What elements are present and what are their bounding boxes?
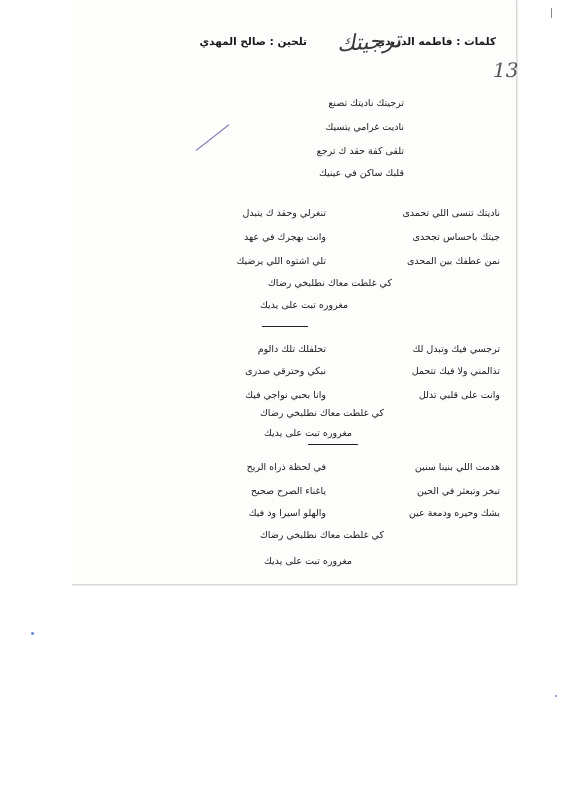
stanza1-line: ناديت غرامي يتسيك: [325, 122, 404, 133]
stanza3-right-line: ترجسي فيك وتبدل لك: [412, 344, 500, 355]
lyrics-sheet: [72, 0, 517, 585]
stanza2-right-line: جيتك باحساس تجحدى: [412, 232, 500, 243]
stanza1-line: قلبك ساكن في عينيك: [319, 168, 404, 179]
ink-speck: [31, 632, 34, 635]
stanza4-refrain: كي غلطت معاك نطلبخي رضاك: [259, 530, 384, 541]
scan-mark: [551, 8, 552, 18]
stanza1-line: ترجيتك ناديتك تصنع: [328, 98, 404, 109]
song-title: ترجيتك: [336, 27, 402, 58]
stanza4-left-line: في لحظة ذراه الريح: [246, 462, 326, 473]
section-divider: [308, 444, 358, 445]
stanza2-refrain: كي غلطت معاك نطلبخي رضاك: [267, 278, 392, 289]
pen-stroke: [196, 124, 230, 151]
stanza2-refrain: مغروره تبت على يديك: [260, 300, 348, 311]
stanza2-left-line: تنغرلي وحقد ك يتبدل: [242, 208, 326, 219]
stanza2-left-line: تلي اشتوه اللي يرضيك: [236, 256, 326, 267]
stanza3-refrain: كي غلطت معاك نطلبخي رضاك: [259, 408, 384, 419]
ink-speck: [555, 695, 557, 697]
section-divider: [262, 326, 308, 327]
stanza3-right-line: وانت على قلبي تدلل: [418, 390, 500, 401]
stanza1-line: تلقى كفة حقد ك ترجع: [316, 146, 404, 157]
stanza3-left-line: وانا بحبي نواجي فيك: [245, 390, 326, 401]
stanza3-left-line: تحلفلك تلك دالوم: [257, 344, 326, 355]
stanza4-left-line: والهلو اسيرا ود فيك: [248, 508, 326, 519]
page-number: 13: [493, 58, 519, 82]
stanza3-refrain: مغروره تبت على يديك: [264, 428, 352, 439]
stanza4-right-line: بشك وحيره ودمعة عين: [408, 508, 500, 519]
stanza2-right-line: ناديتك تنسى اللي تحمدى: [402, 208, 500, 219]
stanza2-left-line: وانت بهجرك في عهد: [244, 232, 326, 243]
stanza4-right-line: تبخر وتبعثر في الحين: [417, 486, 500, 497]
stanza4-right-line: هدمت اللي بنينا سنين: [414, 462, 500, 473]
composer-credit: تلحين : صالح المهدي: [199, 36, 307, 48]
stanza2-right-line: نمن عطفك بين المحدى: [406, 256, 500, 267]
lyricist-credit: كلمات : فاطمه الدريدي: [375, 36, 496, 48]
stanza4-refrain: مغروره تبت على يديك: [264, 556, 352, 567]
stanza3-right-line: تذالمني ولا فيك تتحمل: [411, 366, 500, 377]
stanza3-left-line: نبكي وحترقي صدرى: [245, 366, 326, 377]
stanza4-left-line: ياغناء الصرح صحيح: [250, 486, 326, 497]
